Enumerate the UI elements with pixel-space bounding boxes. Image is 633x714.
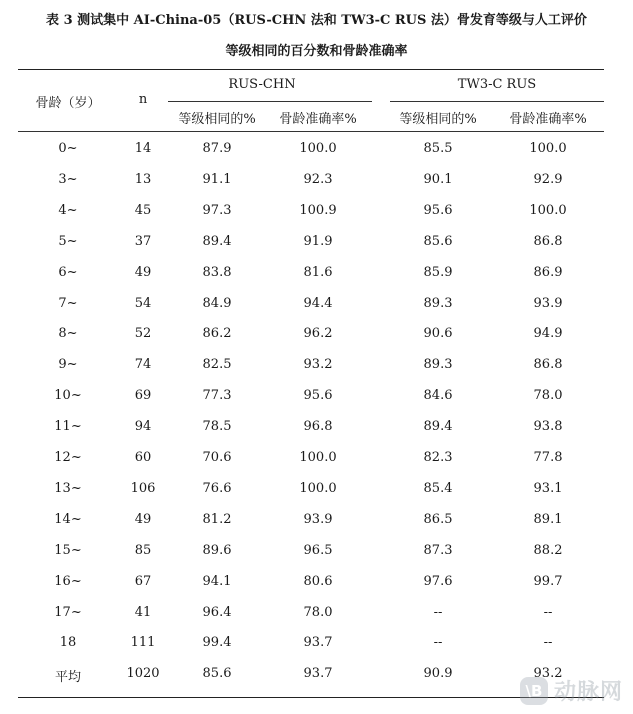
- table-caption-line2: 等级相同的百分数和骨龄准确率: [225, 44, 408, 59]
- cell-rus-acc: 80.6: [303, 574, 333, 589]
- cell-age: 11~: [54, 419, 82, 434]
- cell-tw-same: --: [433, 635, 443, 650]
- cell-n: 52: [134, 326, 152, 341]
- cell-tw-same: 90.6: [423, 326, 453, 341]
- cell-age: 9~: [58, 357, 78, 372]
- cell-tw-acc: 94.9: [533, 326, 563, 341]
- cell-rus-same: 86.2: [202, 326, 232, 341]
- cell-rus-acc: 91.9: [303, 234, 333, 249]
- cell-age: 10~: [54, 388, 82, 403]
- cell-tw-same: 89.3: [423, 296, 453, 311]
- cell-tw-acc: 99.7: [533, 574, 563, 589]
- cell-rus-acc: 93.7: [303, 635, 333, 650]
- cell-rus-same: 97.3: [202, 203, 232, 218]
- table-caption-line1: 表 3 测试集中 AI-China-05（RUS-CHN 法和 TW3-C RUS 法）骨发育等级与人工评价: [46, 13, 587, 28]
- cell-tw-acc: --: [543, 605, 553, 620]
- cell-n: 85: [134, 543, 152, 558]
- cell-rus-acc: 94.4: [303, 296, 333, 311]
- cell-rus-same: 70.6: [202, 450, 232, 465]
- cell-tw-same: 82.3: [423, 450, 453, 465]
- cell-n: 94: [134, 419, 152, 434]
- cell-rus-same: 91.1: [202, 172, 232, 187]
- cell-n: 60: [134, 450, 152, 465]
- cell-tw-acc: 100.0: [529, 141, 567, 156]
- cell-rus-same: 84.9: [202, 296, 232, 311]
- header-bottom-rule: [18, 131, 604, 132]
- cell-rus-same: 77.3: [202, 388, 232, 403]
- cell-n: 49: [134, 512, 152, 527]
- cell-tw-acc: 86.9: [533, 265, 563, 280]
- cell-n: 37: [134, 234, 152, 249]
- cell-rus-same: 87.9: [202, 141, 232, 156]
- cell-rus-same: 83.8: [202, 265, 232, 280]
- cell-n: 41: [134, 605, 152, 620]
- group-rule-rus-chn: [168, 101, 372, 102]
- cell-age: 5~: [58, 234, 78, 249]
- cell-tw-acc: 89.1: [533, 512, 563, 527]
- cell-n: 14: [134, 141, 152, 156]
- group-rule-tw3: [390, 101, 604, 102]
- cell-rus-acc: 93.9: [303, 512, 333, 527]
- cell-age: 18: [59, 635, 77, 650]
- cell-rus-same: 89.6: [202, 543, 232, 558]
- cell-rus-same: 85.6: [202, 666, 232, 681]
- cell-rus-acc: 95.6: [303, 388, 333, 403]
- cell-tw-same: 89.4: [423, 419, 453, 434]
- cell-tw-same: --: [433, 605, 443, 620]
- cell-age: 平均: [54, 670, 82, 685]
- cell-rus-same: 89.4: [202, 234, 232, 249]
- cell-tw-same: 95.6: [423, 203, 453, 218]
- cell-age: 8~: [58, 326, 78, 341]
- cell-tw-acc: 93.2: [533, 666, 563, 681]
- cell-n: 1020: [126, 666, 160, 681]
- cell-rus-same: 78.5: [202, 419, 232, 434]
- cell-age: 17~: [54, 605, 82, 620]
- watermark-text: 动脉网: [553, 680, 623, 705]
- cell-rus-acc: 81.6: [303, 265, 333, 280]
- watermark: [520, 675, 623, 706]
- cell-tw-same: 89.3: [423, 357, 453, 372]
- cell-rus-acc: 92.3: [303, 172, 333, 187]
- cell-n: 45: [134, 203, 152, 218]
- cell-tw-acc: 78.0: [533, 388, 563, 403]
- cell-rus-acc: 100.0: [299, 481, 337, 496]
- cell-tw-acc: --: [543, 635, 553, 650]
- cell-age: 7~: [58, 296, 78, 311]
- cell-age: 13~: [54, 481, 82, 496]
- cell-rus-acc: 100.9: [299, 203, 337, 218]
- cell-tw-same: 85.4: [423, 481, 453, 496]
- header-tw-acc: 骨龄准确率%: [509, 112, 587, 127]
- cell-tw-same: 90.1: [423, 172, 453, 187]
- cell-rus-acc: 96.5: [303, 543, 333, 558]
- cell-rus-acc: 96.8: [303, 419, 333, 434]
- cell-age: 0~: [58, 141, 78, 156]
- cell-n: 74: [134, 357, 152, 372]
- cell-n: 67: [134, 574, 152, 589]
- cell-tw-same: 87.3: [423, 543, 453, 558]
- cell-tw-acc: 93.1: [533, 481, 563, 496]
- cell-n: 13: [134, 172, 152, 187]
- cell-tw-acc: 86.8: [533, 234, 563, 249]
- cell-tw-acc: 93.9: [533, 296, 563, 311]
- cell-rus-same: 81.2: [202, 512, 232, 527]
- cell-rus-same: 99.4: [202, 635, 232, 650]
- cell-n: 69: [134, 388, 152, 403]
- cell-age: 12~: [54, 450, 82, 465]
- bottom-rule: [18, 697, 604, 698]
- cell-rus-acc: 93.7: [303, 666, 333, 681]
- header-age: 骨龄（岁）: [35, 96, 101, 111]
- cell-tw-same: 85.9: [423, 265, 453, 280]
- cell-age: 14~: [54, 512, 82, 527]
- cell-tw-acc: 93.8: [533, 419, 563, 434]
- cell-tw-same: 90.9: [423, 666, 453, 681]
- cell-rus-same: 94.1: [202, 574, 232, 589]
- cell-tw-same: 85.5: [423, 141, 453, 156]
- cell-tw-same: 97.6: [423, 574, 453, 589]
- header-rus-same: 等级相同的%: [178, 112, 256, 127]
- watermark-logo-icon: \B: [520, 677, 548, 705]
- header-group-tw3: TW3-C RUS: [457, 77, 537, 92]
- cell-rus-acc: 100.0: [299, 450, 337, 465]
- cell-rus-same: 82.5: [202, 357, 232, 372]
- cell-age: 3~: [58, 172, 78, 187]
- cell-age: 6~: [58, 265, 78, 280]
- cell-rus-acc: 100.0: [299, 141, 337, 156]
- top-rule: [18, 69, 604, 70]
- cell-rus-acc: 96.2: [303, 326, 333, 341]
- cell-tw-same: 85.6: [423, 234, 453, 249]
- header-tw-same: 等级相同的%: [399, 112, 477, 127]
- cell-tw-acc: 86.8: [533, 357, 563, 372]
- header-group-rus-chn: RUS-CHN: [228, 77, 296, 92]
- cell-tw-acc: 100.0: [529, 203, 567, 218]
- cell-tw-acc: 77.8: [533, 450, 563, 465]
- cell-rus-same: 96.4: [202, 605, 232, 620]
- cell-age: 15~: [54, 543, 82, 558]
- cell-rus-acc: 78.0: [303, 605, 333, 620]
- cell-rus-acc: 93.2: [303, 357, 333, 372]
- cell-n: 106: [130, 481, 156, 496]
- cell-n: 54: [134, 296, 152, 311]
- cell-age: 4~: [58, 203, 78, 218]
- cell-n: 49: [134, 265, 152, 280]
- cell-n: 111: [130, 635, 156, 650]
- header-rus-acc: 骨龄准确率%: [279, 112, 357, 127]
- header-n: n: [138, 92, 148, 107]
- cell-tw-acc: 88.2: [533, 543, 563, 558]
- cell-age: 16~: [54, 574, 82, 589]
- cell-tw-acc: 92.9: [533, 172, 563, 187]
- cell-tw-same: 84.6: [423, 388, 453, 403]
- cell-tw-same: 86.5: [423, 512, 453, 527]
- cell-rus-same: 76.6: [202, 481, 232, 496]
